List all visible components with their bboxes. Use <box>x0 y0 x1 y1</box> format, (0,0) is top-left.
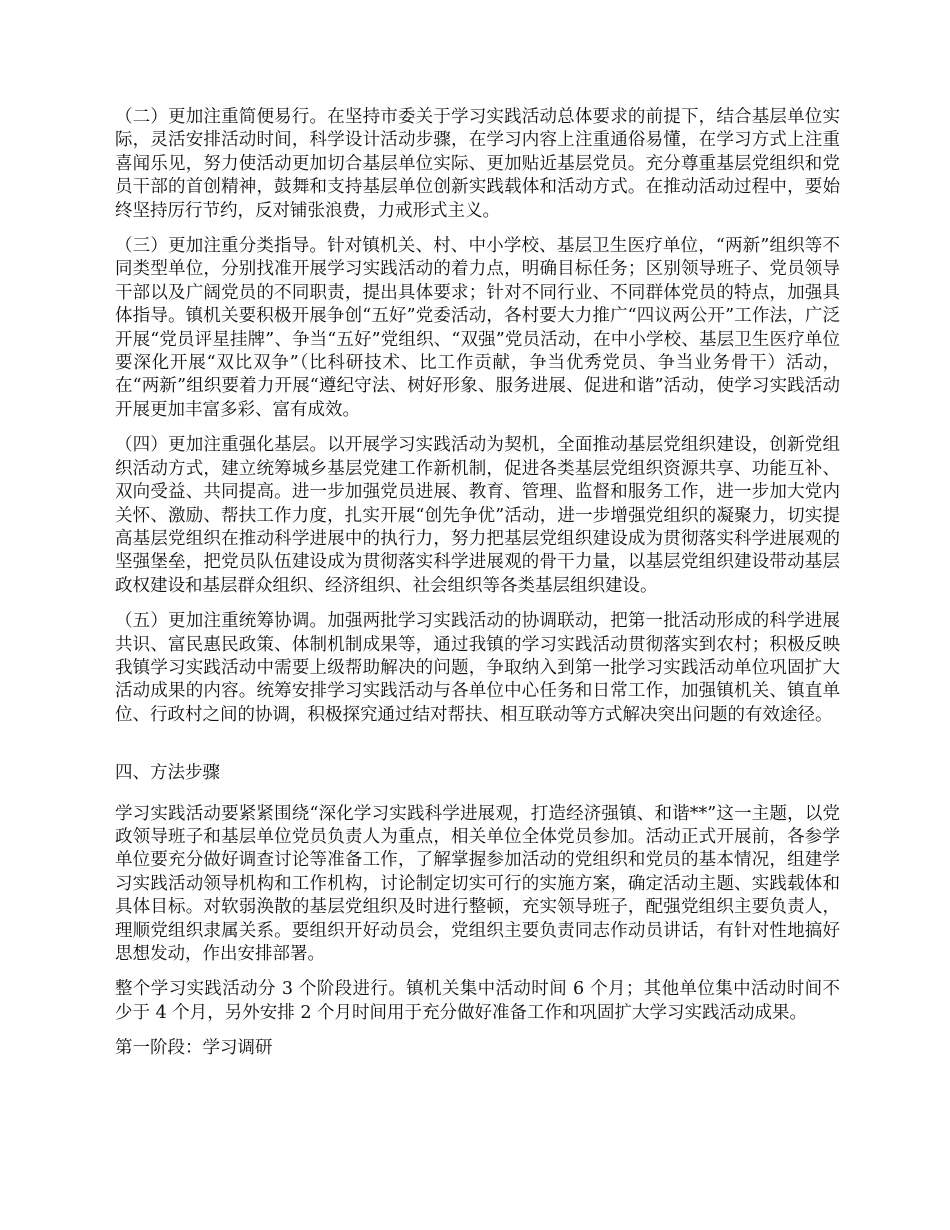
paragraph-method-overview: 学习实践活动要紧紧围绕“深化学习实践科学进展观，打造经济强镇、和谐**”这一主题，以党政领导班子和基层单位党员负责人为重点，相关单位全体党员参加。活动正式开展前，各参学单位要充分做好调查讨论等准备工作，了解掌握参加活动的党组织和党员的基本情况，组建学习实践活动领导机构和工作机构，讨论制定切实可行的实施方案，确定活动主题、实践载体和具体目标。对软弱涣散的基层党组织及时进行整顿，充实领导班子，配强党组织主要负责人，理顺党组织隶属关系。要组织开好动员会，党组织主要负责同志作动员讲话，有针对性地搞好思想发动，作出安排部署。 <box>115 803 840 964</box>
stage-title-first: 第一阶段：学习调研 <box>115 1038 273 1059</box>
paragraph-strengthen-grassroots: （四）更加注重强化基层。以开展学习实践活动为契机，全面推动基层党组织建设，创新党组织活动方式，建立统筹城乡基层党建工作新机制，促进各类基层党组织资源共享、功能互补、双向受益、共同提高。进一步加强党员进展、教育、管理、监督和服务工作，进一步加大党内关怀、激励、帮扶工作力度，扎实开展“创先争优”活动，进一步增强党组织的凝聚力，切实提高基层党组织在推动科学进展中的执行力，努力把基层党组织建设成为贯彻落实科学进展观的坚强堡垒，把党员队伍建设成为贯彻落实科学进展观的骨干力量，以基层党组织建设带动基层政权建设和基层群众组织、经济组织、社会组织等各类基层组织建设。 <box>115 435 840 596</box>
paragraph-coordination: （五）更加注重统筹协调。加强两批学习实践活动的协调联动，把第一批活动形成的科学进展共识、富民惠民政策、体制机制成果等，通过我镇的学习实践活动贯彻落实到农村；积极反映我镇学习实践活动中需要上级帮助解决的问题，争取纳入到第一批学习实践活动单位巩固扩大活动成果的内容。统筹安排学习实践活动与各单位中心任务和日常工作，加强镇机关、镇直单位、行政村之间的协调，积极探究通过结对帮扶、相互联动等方式解决突出问题的有效途径。 <box>115 611 840 725</box>
paragraph-stages-overview: 整个学习实践活动分 3 个阶段进行。镇机关集中活动时间 6 个月；其他单位集中活动时间不少于 4 个月，另外安排 2 个月时间用于充分做好准备工作和巩固扩大学习实践活动成果。 <box>115 979 840 1023</box>
document-page <box>115 106 840 1061</box>
paragraph-simplicity: （二）更加注重简便易行。在坚持市委关于学习实践活动总体要求的前提下，结合基层单位实际，灵活安排活动时间，科学设计活动步骤，在学习内容上注重通俗易懂，在学习方式上注重喜闻乐见，努力使活动更加切合基层单位实际、更加贴近基层党员。充分尊重基层党组织和党员干部的首创精神，鼓舞和支持基层单位创新实践载体和活动方式。在推动活动过程中，要始终坚持厉行节约，反对铺张浪费，力戒形式主义。 <box>115 107 840 221</box>
section-heading-methods: 四、方法步骤 <box>115 763 220 784</box>
paragraph-classified-guidance: （三）更加注重分类指导。针对镇机关、村、中小学校、基层卫生医疗单位，“两新”组织等不同类型单位，分别找准开展学习实践活动的着力点，明确目标任务；区别领导班子、党员领导干部以及广阔党员的不同职责，提出具体要求；针对不同行业、不同群体党员的特点，加强具体指导。镇机关要积极开展争创“五好”党委活动，各村要大力推广“四议两公开”工作法，广泛开展“党员评星挂牌”、争当“五好”党组织、“双强”党员活动，在中小学校、基层卫生医疗单位要深化开展“双比双争”（比科研技术、比工作贡献，争当优秀党员、争当业务骨干）活动，在“两新”组织要着力开展“遵纪守法、树好形象、服务进展、促进和谐”活动，使学习实践活动开展更加丰富多彩、富有成效。 <box>115 236 840 420</box>
